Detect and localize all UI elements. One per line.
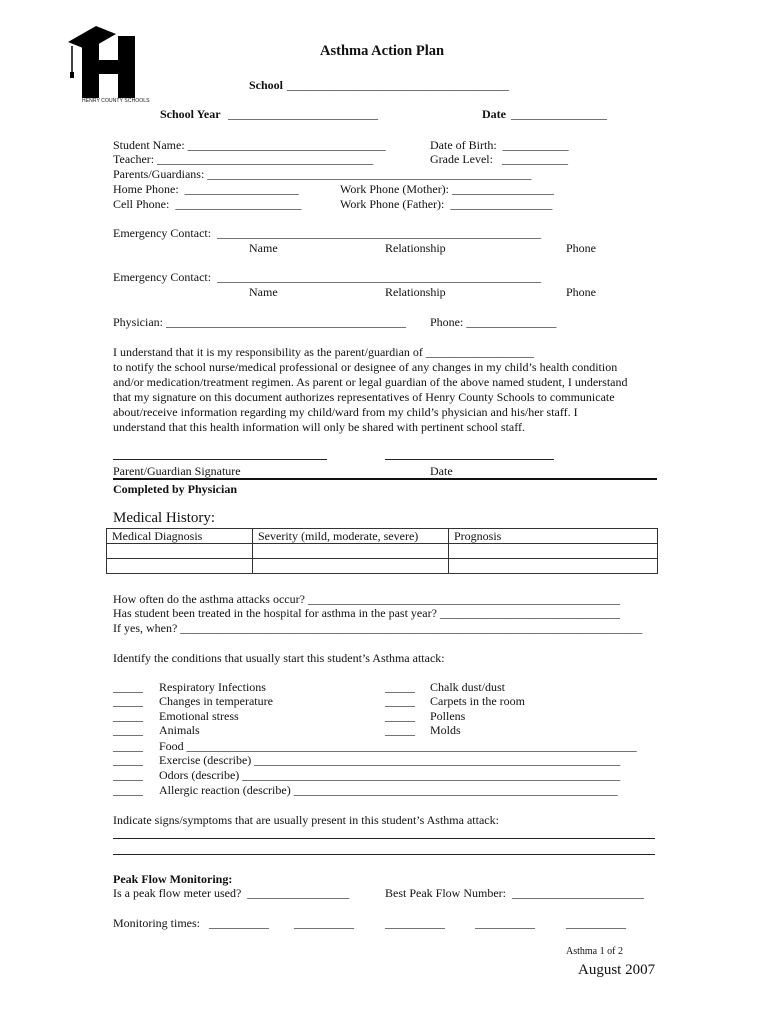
- consent-line: that my signature on this document authorizes representatives of Henry County Schools to communicate: [113, 390, 615, 404]
- grade-level-field[interactable]: Grade Level: ___________: [430, 152, 568, 166]
- if-yes-when-field[interactable]: If yes, when? _____________________________________________________________________________: [113, 621, 643, 635]
- hospital-treatment-field[interactable]: Has student been treated in the hospital for asthma in the past year? ______________________________: [113, 606, 620, 620]
- trigger-allergic-reaction-field[interactable]: Allergic reaction (describe) ______________________________________________________: [159, 783, 618, 797]
- logo-text: HENRY COUNTY SCHOOLS: [82, 98, 150, 104]
- symptoms-line[interactable]: [113, 854, 655, 855]
- emergency-contact-1-field[interactable]: Emergency Contact: ______________________________________________________: [113, 226, 542, 240]
- page-title: Asthma Action Plan: [320, 43, 445, 59]
- column-header-severity: Severity (mild, moderate, severe): [253, 529, 449, 544]
- peak-flow-meter-field[interactable]: Is a peak flow meter used? _________________: [113, 886, 350, 900]
- emergency-contact-2-field[interactable]: Emergency Contact: ______________________________________________________: [113, 270, 542, 284]
- consent-line: about/receive information regarding my child/ward from my child’s physician and his/her staff. I: [113, 405, 578, 419]
- student-name-field[interactable]: Student Name: _________________________________: [113, 138, 386, 152]
- trigger-label: Changes in temperature: [159, 694, 273, 708]
- column-header-prognosis: Prognosis: [449, 529, 658, 544]
- monitoring-time-field[interactable]: __________: [209, 916, 269, 930]
- monitoring-times-label: Monitoring times:: [113, 916, 200, 930]
- emergency-1-relationship-label: Relationship: [385, 241, 446, 255]
- signature-date-label: Date: [430, 464, 453, 478]
- signature-line[interactable]: [113, 459, 327, 460]
- school-field[interactable]: _____________________________________: [287, 78, 509, 92]
- prognosis-cell[interactable]: [449, 544, 658, 559]
- consent-line: and/or medication/treatment regimen. As parent or legal guardian of the above named student, I understand: [113, 375, 628, 389]
- graduation-cap-h-icon: [66, 22, 142, 106]
- trigger-checkbox-blank[interactable]: _____: [385, 723, 415, 737]
- symptoms-line[interactable]: [113, 838, 655, 839]
- date-label: Date: [482, 107, 506, 121]
- work-phone-father-field[interactable]: Work Phone (Father): _________________: [340, 197, 553, 211]
- peak-flow-heading: Peak Flow Monitoring:: [113, 872, 233, 886]
- school-year-field[interactable]: _________________________: [228, 107, 378, 121]
- emergency-1-name-label: Name: [249, 241, 278, 255]
- signature-date-line[interactable]: [385, 459, 554, 460]
- table-row: [107, 544, 658, 559]
- consent-line: understand that this health information will only be shared with pertinent school staff.: [113, 420, 526, 434]
- best-peak-flow-field[interactable]: Best Peak Flow Number: ______________________: [385, 886, 644, 900]
- home-phone-field[interactable]: Home Phone: ___________________: [113, 182, 299, 196]
- trigger-checkbox-blank[interactable]: _____: [113, 723, 143, 737]
- monitoring-time-field[interactable]: __________: [294, 916, 354, 930]
- emergency-1-phone-label: Phone: [566, 241, 596, 255]
- medical-history-table: [106, 528, 658, 574]
- parent-signature-label: Parent/Guardian Signature: [113, 464, 241, 478]
- consent-paragraph: [113, 345, 673, 435]
- trigger-checkbox-blank[interactable]: _____: [113, 709, 143, 723]
- emergency-2-phone-label: Phone: [566, 285, 596, 299]
- teacher-field[interactable]: Teacher: ____________________________________: [113, 152, 374, 166]
- school-year-label: School Year: [160, 107, 221, 121]
- trigger-label: Chalk dust/dust: [430, 680, 506, 694]
- physician-phone-field[interactable]: Phone: _______________: [430, 315, 557, 329]
- triggers-intro: Identify the conditions that usually start this student’s Asthma attack:: [113, 651, 445, 665]
- diagnosis-cell[interactable]: [107, 544, 253, 559]
- column-header-diagnosis: Medical Diagnosis: [107, 529, 253, 544]
- prognosis-cell[interactable]: [449, 559, 658, 574]
- attack-frequency-field[interactable]: How often do the asthma attacks occur? ____________________________________________________: [113, 592, 620, 606]
- consent-line: to notify the school nurse/medical professional or designee of any changes in my child’s health condition: [113, 360, 618, 374]
- emergency-2-relationship-label: Relationship: [385, 285, 446, 299]
- footer-date: August 2007: [578, 962, 656, 978]
- medical-history-heading: Medical History:: [113, 510, 216, 526]
- table-header-row: [107, 529, 658, 544]
- trigger-label: Molds: [430, 723, 461, 737]
- physician-field[interactable]: Physician: ________________________________________: [113, 315, 406, 329]
- trigger-checkbox-blank[interactable]: _____: [385, 709, 415, 723]
- trigger-label: Pollens: [430, 709, 466, 723]
- emergency-2-name-label: Name: [249, 285, 278, 299]
- monitoring-time-field[interactable]: __________: [475, 916, 535, 930]
- trigger-label: Respiratory Infections: [159, 680, 266, 694]
- table-row: [107, 559, 658, 574]
- trigger-checkbox-blank[interactable]: _____: [385, 694, 415, 708]
- completed-by-physician: Completed by Physician: [113, 482, 238, 496]
- monitoring-time-field[interactable]: __________: [566, 916, 626, 930]
- cell-phone-field[interactable]: Cell Phone: _____________________: [113, 197, 302, 211]
- date-of-birth-field[interactable]: Date of Birth: ___________: [430, 138, 569, 152]
- trigger-label: Animals: [159, 723, 200, 737]
- trigger-checkbox-blank[interactable]: _____: [113, 694, 143, 708]
- page-number: Asthma 1 of 2: [566, 946, 623, 957]
- trigger-checkbox-blank[interactable]: _____: [113, 739, 143, 753]
- trigger-checkbox-blank[interactable]: _____: [113, 753, 143, 767]
- severity-cell[interactable]: [253, 544, 449, 559]
- trigger-label: Carpets in the room: [430, 694, 525, 708]
- trigger-food-field[interactable]: Food ___________________________________________________________________________: [159, 739, 637, 753]
- parents-guardians-field[interactable]: Parents/Guardians: ______________________________________________________: [113, 167, 532, 181]
- monitoring-time-field[interactable]: __________: [385, 916, 445, 930]
- consent-line: I understand that it is my responsibility as the parent/guardian of __________________: [113, 345, 534, 359]
- trigger-label: Emotional stress: [159, 709, 239, 723]
- trigger-exercise-field[interactable]: Exercise (describe) _____________________________________________________________: [159, 753, 621, 767]
- diagnosis-cell[interactable]: [107, 559, 253, 574]
- trigger-checkbox-blank[interactable]: _____: [385, 680, 415, 694]
- work-phone-mother-field[interactable]: Work Phone (Mother): _________________: [340, 182, 555, 196]
- severity-cell[interactable]: [253, 559, 449, 574]
- date-field[interactable]: ________________: [511, 107, 607, 121]
- henry-county-schools-logo: [66, 22, 150, 106]
- section-divider: [113, 478, 657, 480]
- school-label: School: [249, 78, 284, 92]
- trigger-odors-field[interactable]: Odors (describe) _______________________________________________________________: [159, 768, 621, 782]
- trigger-checkbox-blank[interactable]: _____: [113, 768, 143, 782]
- trigger-checkbox-blank[interactable]: _____: [113, 680, 143, 694]
- trigger-checkbox-blank[interactable]: _____: [113, 783, 143, 797]
- symptoms-intro: Indicate signs/symptoms that are usually present in this student’s Asthma attack:: [113, 813, 499, 827]
